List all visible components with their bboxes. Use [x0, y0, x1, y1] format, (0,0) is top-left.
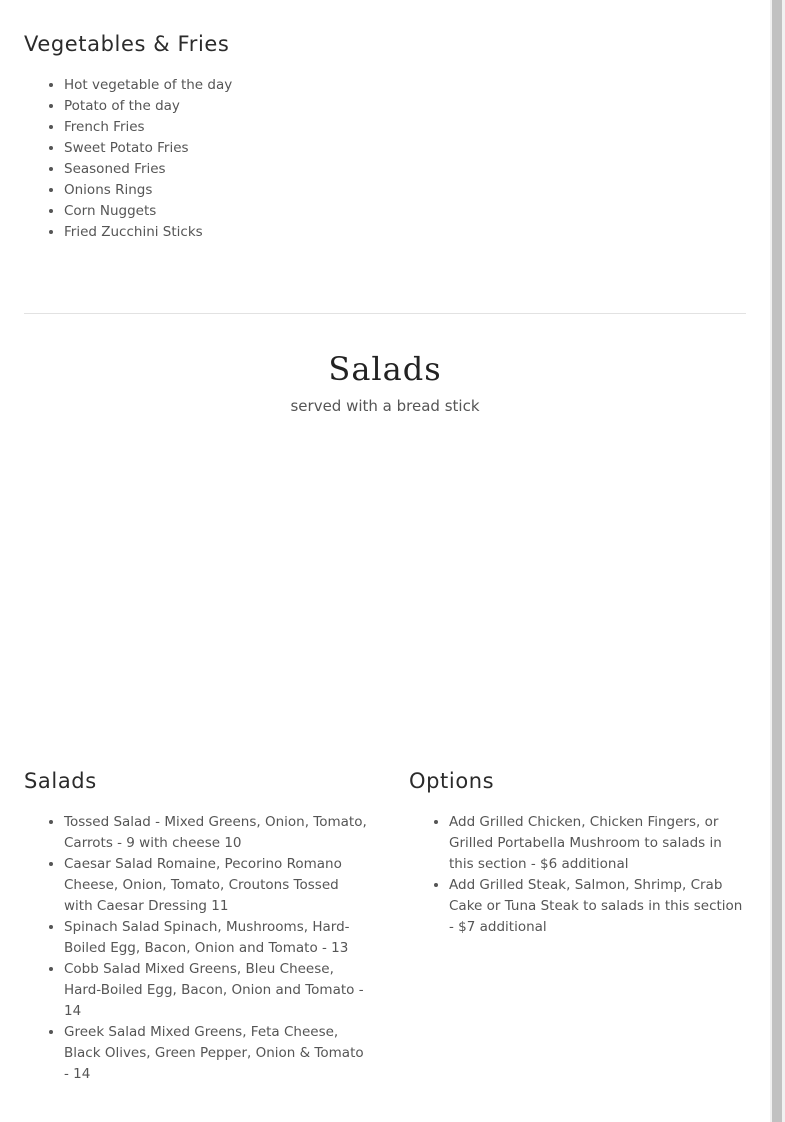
list-item: • Tossed Salad - Mixed Greens, Onion, Tomato, Carrots - 9 with cheese 10	[64, 812, 369, 854]
list-item: • Fried Zucchini Sticks	[64, 222, 394, 243]
list-item: • Greek Salad Mixed Greens, Feta Cheese, Black Olives, Green Pepper, Onion & Tomato - 14	[64, 1022, 369, 1085]
list-item: • Add Grilled Steak, Salmon, Shrimp, Crab Cake or Tuna Steak to salads in this section - $7 additional	[449, 875, 746, 938]
salads-list	[24, 812, 369, 1085]
list-item: • Cobb Salad Mixed Greens, Bleu Cheese, Hard-Boiled Egg, Bacon, Onion and Tomato - 14	[64, 959, 369, 1022]
list-item: • Onions Rings	[64, 180, 394, 201]
section-divider	[24, 313, 746, 314]
salads-banner-title: Salads	[328, 350, 442, 388]
scrollbar-thumb[interactable]	[772, 0, 782, 1122]
list-item: • Corn Nuggets	[64, 201, 394, 222]
list-item: • Hot vegetable of the day	[64, 75, 394, 96]
list-item: • French Fries	[64, 117, 394, 138]
list-item: • Potato of the day	[64, 96, 394, 117]
list-item: • Spinach Salad Spinach, Mushrooms, Hard-Boiled Egg, Bacon, Onion and Tomato - 13	[64, 917, 369, 959]
list-item: • Sweet Potato Fries	[64, 138, 394, 159]
list-item: • Caesar Salad Romaine, Pecorino Romano Cheese, Onion, Tomato, Croutons Tossed with Caesar Dressing 11	[64, 854, 369, 917]
list-item: • Add Grilled Chicken, Chicken Fingers, or Grilled Portabella Mushroom to salads in this section - $6 additional	[449, 812, 746, 875]
options-heading: Options	[409, 769, 495, 793]
vegetables-list	[24, 75, 394, 243]
vertical-scrollbar[interactable]	[770, 0, 785, 1122]
list-item: • Seasoned Fries	[64, 159, 394, 180]
vegetables-heading: Vegetables & Fries	[24, 32, 230, 56]
salads-heading: Salads	[24, 769, 97, 793]
options-list	[409, 812, 746, 938]
salads-banner-subtitle: served with a bread stick	[290, 397, 480, 415]
